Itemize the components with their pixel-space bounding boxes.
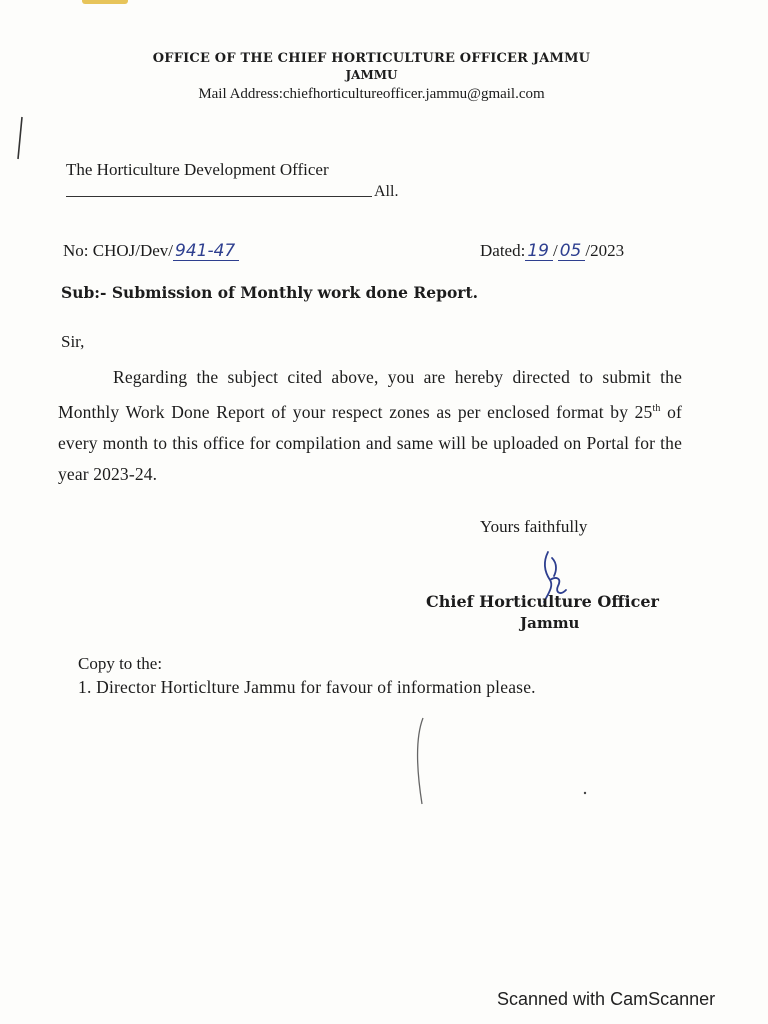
pen-stroke-mark (412, 716, 428, 808)
copy-to-heading: Copy to the: (78, 654, 163, 673)
copy-to-item: 1. Director Horticlture Jammu for favour of information please. (78, 677, 536, 697)
signatory-place: Jammu (520, 614, 580, 632)
signatory-title: Chief Horticulture Officer (426, 592, 659, 611)
body-text-part2: of every month to this office for compilation and same will be uploaded on Portal for the year 2023-24. (58, 401, 683, 484)
pen-stroke-mark (14, 115, 26, 161)
reference-number (63, 241, 239, 261)
date-year: /2023 (585, 241, 625, 260)
addressee-scope: All. (374, 183, 399, 200)
addressee-title: The Horticulture Development Officer (66, 160, 329, 179)
date-day-handwritten: 19 (525, 242, 553, 261)
date-month-handwritten: 05 (558, 242, 586, 261)
date-label: Dated: (480, 241, 526, 260)
letter-date: Dated: 19 / 05 /2023 (480, 241, 625, 261)
scanner-watermark: Scanned with CamScanner (497, 989, 716, 1009)
reference-number-handwritten: 941-47 (173, 242, 239, 261)
blank-underline (66, 196, 372, 197)
body-text-part1: Regarding the subject cited above, you are hereby directed to submit the Monthly Work Done Report of your respect zones as per enclosed format by 25 (58, 367, 682, 422)
paper-clip-tab (82, 0, 128, 4)
office-heading: OFFICE OF THE CHIEF HORTICULTURE OFFICER JAMMU (152, 51, 591, 66)
reference-number-label: No: CHOJ/Dev/ (63, 241, 174, 260)
office-city: JAMMU (345, 68, 398, 82)
mail-address: Mail Address:chiefhorticultureofficer.jammu@gmail.com (198, 86, 545, 102)
subject-line: Sub:- Submission of Monthly work done Report. (61, 283, 479, 302)
closing-phrase: Yours faithfully (480, 517, 588, 536)
letter-body (58, 362, 682, 490)
salutation: Sir, (61, 332, 85, 351)
body-superscript: th (652, 403, 661, 414)
ink-dot (582, 790, 588, 796)
